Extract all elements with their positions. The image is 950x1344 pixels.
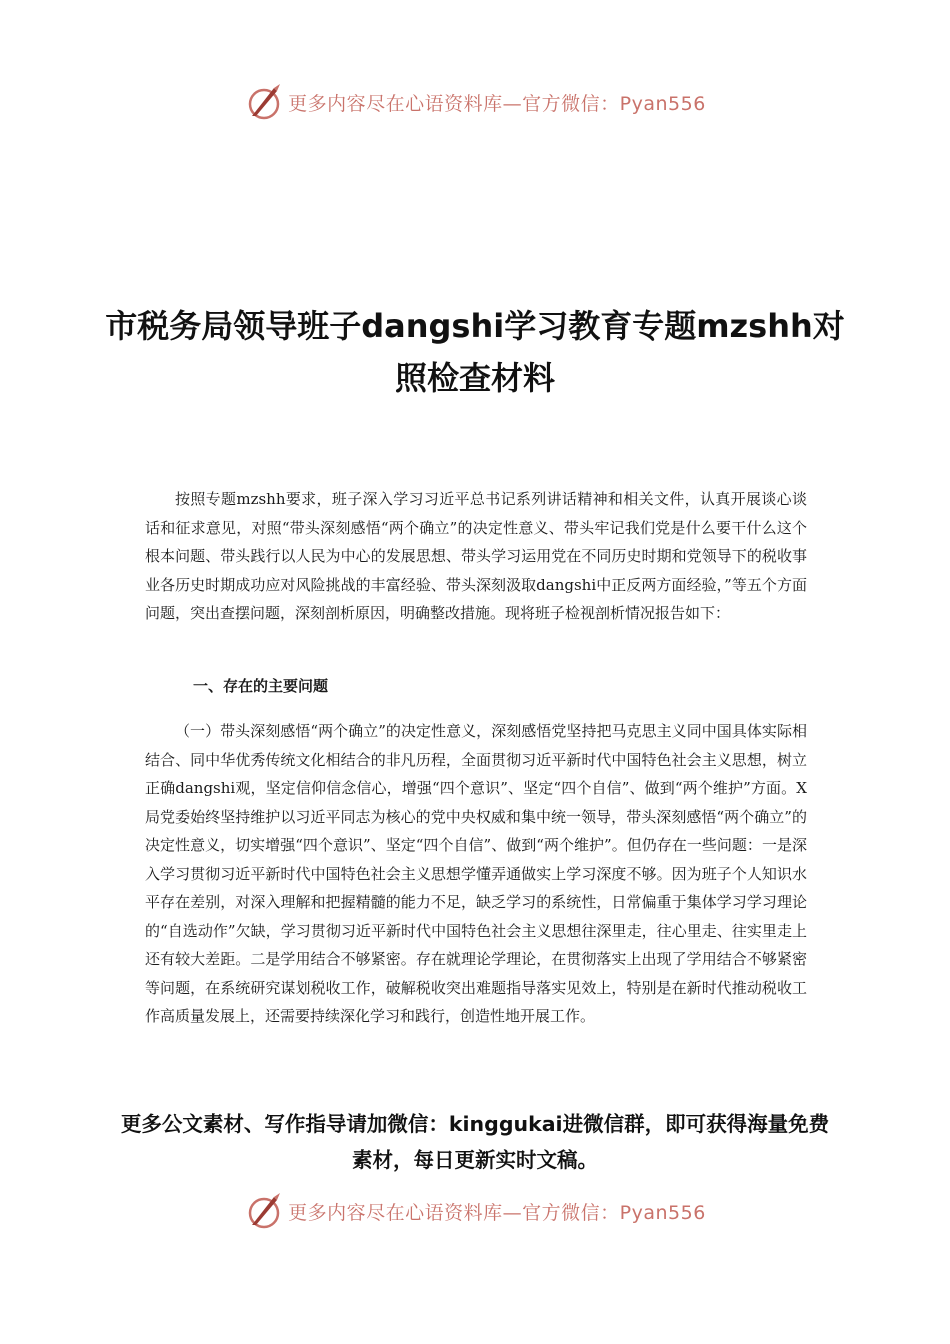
watermark-text: 更多内容尽在心语资料库—官方微信：Pyan556: [288, 92, 706, 115]
section-paragraph: （一）带头深刻感悟“两个确立”的决定性意义，深刻感悟党坚持把马克思主义同中国具体实际相结合、同中华优秀传统文化相结合的非凡历程，全面贯彻习近平新时代中国特色社会主义思想，树立正确dangshi观，坚定信仰信念信心，增强“四个意识”、坚定“四个自信”、做到“两个维护”方面。X局党委始终坚持维护以习近平同志为核心的党中央权威和集中统一领导，带头深刻感悟“两个确立”的决定性意义，切实增强“四个意识”、坚定“四个自信”、做到“两个维护”。但仍存在一些问题：一是深入学习贯彻习近平新时代中国特色社会主义思想学懂弄通做实上学习深度不够。因为班子个人知识水平存在差别，对深入理解和把握精髓的能力不足，缺乏学习的系统性，日常偏重于集体学习学习理论的“自选动作”欠缺，学习贯彻习近平新时代中国特色社会主义思想往深里走，往心里走、往实里走上还有较大差距。二是学用结合不够紧密。存在就理论学理论，在贯彻落实上出现了学用结合不够紧密等问题，在系统研究谋划税收工作，破解税收突出难题指导落实见效上，特别是在新时代推动税收工作高质量发展上，还需要持续深化学习和践行，创造性地开展工作。: [145, 722, 807, 1025]
promo-notice: 更多公文素材、写作指导请加微信：kinggukai进微信群，即可获得海量免费素材，每日更新实时文稿。: [120, 1112, 830, 1172]
document-title: 市税务局领导班子dangshi学习教育专题mzshh对照检查材料: [105, 307, 845, 397]
watermark-text: 更多内容尽在心语资料库—官方微信：Pyan556: [288, 1201, 706, 1224]
footer-watermark-banner: [0, 1191, 950, 1231]
header-watermark-banner: [0, 82, 950, 122]
intro-paragraph: 按照专题mzshh要求，班子深入学习习近平总书记系列讲话精神和相关文件，认真开展谈心谈话和征求意见，对照“带头深刻感悟“两个确立”的决定性意义、带头牢记我们党是什么要干什么这个根本问题、带头践行以人民为中心的发展思想、带头学习运用党在不同历史时期和党领导下的税收事业各历史时期成功应对风险挑战的丰富经验、带头深刻汲取dangshi中正反两方面经验，”等五个方面问题，突出查摆问题，深刻剖析原因，明确整改措施。现将班子检视剖析情况报告如下：: [145, 490, 807, 622]
section-heading: 一、存在的主要问题: [193, 677, 329, 695]
quill-pen-icon: [244, 82, 284, 122]
quill-pen-icon: [244, 1191, 284, 1231]
